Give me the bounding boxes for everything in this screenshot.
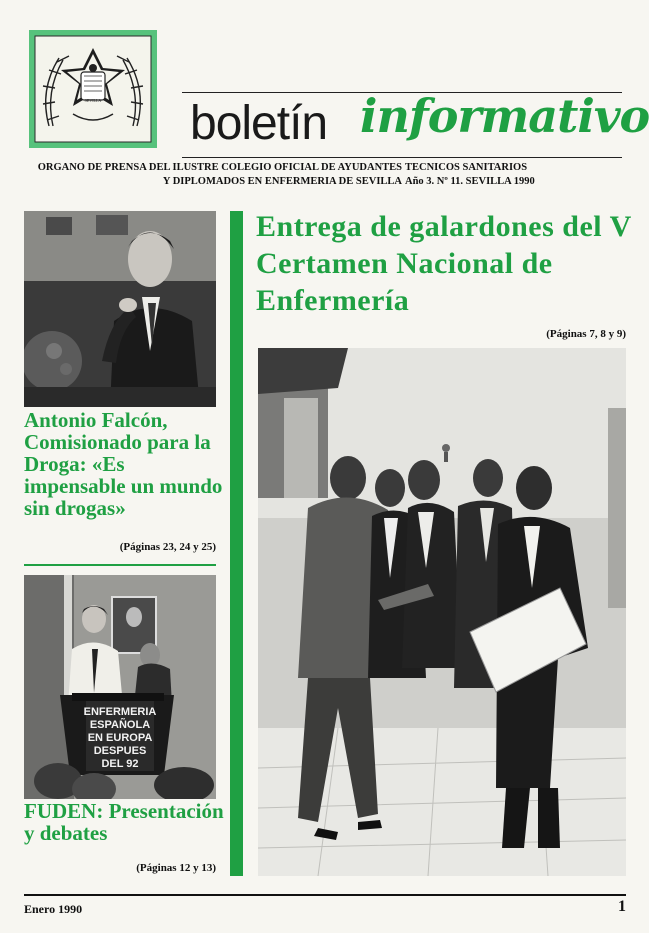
green-separator-bar [230, 211, 243, 876]
organization-line-1: ORGANO DE PRENSA DEL ILUSTRE COLEGIO OFICIAL DE AYUDANTES [37, 162, 402, 173]
masthead-rule-bottom [182, 157, 622, 158]
footer-date: Enero 1990 [24, 902, 83, 916]
story2-pages: (Páginas 12 y 13) [136, 862, 216, 874]
masthead-title-script: informativo [360, 89, 649, 143]
issue-info [405, 161, 625, 189]
banner-line-3: EN EUROPA [87, 732, 153, 744]
banner-line-5: DEL 92 [101, 758, 139, 770]
logo-motto: SEVILLA [84, 98, 102, 103]
main-headline: Entrega de galardones del V Certamen Nacional de Enfermería [256, 210, 632, 317]
college-logo [29, 30, 157, 148]
page-number: 1 [618, 898, 626, 915]
organization-line [22, 161, 402, 189]
organization-line-right: TECNICOS SANITARIOS [405, 162, 528, 173]
footer-rule [24, 894, 626, 896]
left-divider [24, 564, 216, 566]
story2-headline: FUDEN: Presentación y debates [24, 799, 224, 845]
story1-headline: Antonio Falcón, Comisionado para la Droga: «Es impensable un mundo sin drogas» [24, 408, 223, 520]
banner-line-2: ESPAÑOLA [89, 719, 151, 731]
main-story-pages: (Páginas 7, 8 y 9) [546, 328, 626, 340]
photo-antonio-falcon [24, 211, 216, 407]
college-emblem-icon [29, 30, 157, 148]
masthead-title: boletín [190, 97, 328, 150]
banner-line-4: DESPUES [93, 745, 147, 757]
award-ceremony-scene-icon [258, 348, 626, 876]
story1-pages: (Páginas 23, 24 y 25) [119, 541, 216, 553]
photo-award-ceremony [258, 348, 626, 876]
lectern-scene-icon [24, 575, 216, 799]
banner-line-1: ENFERMERIA [83, 706, 157, 718]
issue-number: Año 3. Nº 11. SEVILLA 1990 [405, 176, 535, 187]
portrait-icon [24, 211, 216, 407]
photo-fuden-presentation [24, 575, 216, 799]
organization-line-2: Y DIPLOMADOS EN ENFERMERIA DE SEVILLA [162, 176, 402, 187]
